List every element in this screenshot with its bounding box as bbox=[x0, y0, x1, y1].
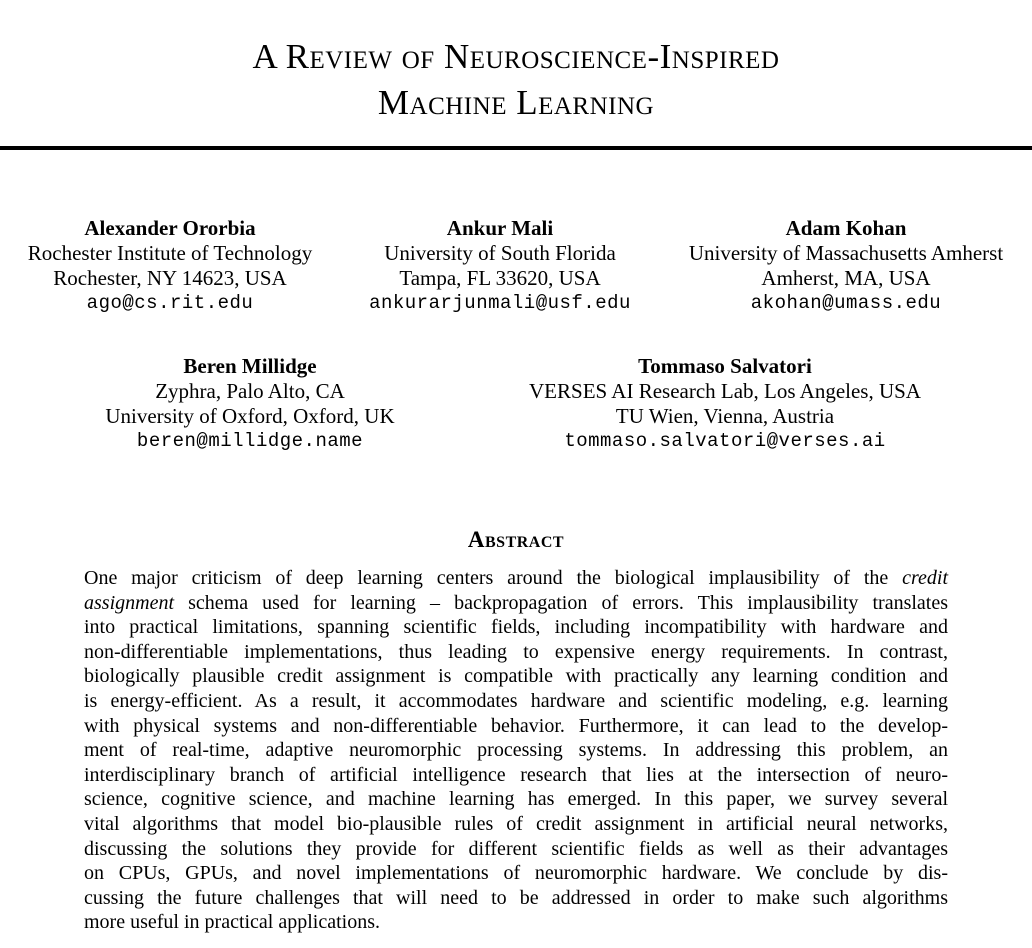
author-affiliation: University of South Florida bbox=[384, 241, 616, 265]
abstract-line: biologically plausible credit assignment is compatible with practically any learning condition and bbox=[84, 665, 948, 688]
author-location: Tampa, FL 33620, USA bbox=[399, 266, 601, 290]
author-email[interactable]: ankurarjunmali@usf.edu bbox=[369, 292, 631, 314]
author-location: TU Wien, Vienna, Austria bbox=[615, 404, 835, 428]
author-block-3 bbox=[660, 216, 1032, 316]
author-block-2 bbox=[340, 216, 660, 316]
title-rule bbox=[0, 146, 1032, 150]
author-email[interactable]: ago@cs.rit.edu bbox=[86, 292, 254, 314]
author-email[interactable]: akohan@umass.edu bbox=[750, 292, 942, 314]
author-name: Ankur Mali bbox=[446, 216, 554, 240]
author-block-1 bbox=[0, 216, 340, 316]
abstract-line: discussing the solutions they provide for different scientific fields as well as their advantages bbox=[84, 837, 948, 860]
abstract-line: vital algorithms that model bio-plausible rules of credit assignment in artificial neural networks, bbox=[84, 812, 948, 835]
author-block-5 bbox=[480, 354, 970, 454]
author-affiliation: VERSES AI Research Lab, Los Angeles, USA bbox=[529, 379, 921, 403]
italic-assignment: assignment bbox=[84, 591, 174, 614]
author-name: Adam Kohan bbox=[785, 216, 907, 240]
abstract-line: cussing the future challenges that will need to be addressed in order to make such algorithms bbox=[84, 886, 948, 909]
abstract-heading: Abstract bbox=[467, 527, 565, 552]
author-affiliation: University of Massachusetts Amherst bbox=[688, 241, 1004, 265]
author-email[interactable]: beren@millidge.name bbox=[136, 430, 364, 452]
abstract-line: on CPUs, GPUs, and novel implementations of neuromorphic hardware. We conclude by dis- bbox=[84, 862, 948, 885]
abstract-line: more useful in practical applications. bbox=[84, 911, 381, 934]
author-location: Amherst, MA, USA bbox=[761, 266, 931, 290]
title-line-2: Machine Learning bbox=[377, 83, 655, 122]
author-affiliation: Zyphra, Palo Alto, CA bbox=[155, 379, 345, 403]
author-location: University of Oxford, Oxford, UK bbox=[105, 404, 395, 428]
abstract-line: assignment schema used for learning – backpropagation of errors. This implausibility translates bbox=[84, 591, 949, 614]
abstract-line: science, cognitive science, and machine learning has emerged. In this paper, we survey several bbox=[84, 788, 948, 811]
abstract-line: into practical limitations, spanning scientific fields, including incompatibility with hardware and bbox=[84, 616, 948, 639]
author-location: Rochester, NY 14623, USA bbox=[53, 266, 287, 290]
italic-credit: credit bbox=[902, 567, 949, 589]
title-line-1: A Review of Neuroscience-Inspired bbox=[252, 37, 780, 76]
abstract-line: non-differentiable implementations, thus leading to expensive energy requirements. In contrast, bbox=[84, 640, 948, 663]
author-name: Beren Millidge bbox=[183, 354, 317, 378]
paper-title bbox=[0, 34, 1032, 126]
abstract-line: is energy-efficient. As a result, it accommodates hardware and scientific modeling, e.g. learning bbox=[84, 689, 948, 712]
abstract-line: One major criticism of deep learning centers around the biological implausibility of the credit bbox=[84, 567, 949, 589]
abstract-line: ment of real-time, adaptive neuromorphic processing systems. In addressing this problem, an bbox=[84, 739, 948, 762]
author-name: Tommaso Salvatori bbox=[638, 354, 812, 378]
author-affiliation: Rochester Institute of Technology bbox=[27, 241, 313, 265]
abstract-body bbox=[84, 566, 948, 935]
author-name: Alexander Ororbia bbox=[84, 216, 256, 240]
author-block-4 bbox=[80, 354, 420, 454]
abstract-line: interdisciplinary branch of artificial intelligence research that lies at the intersection of neuro- bbox=[84, 763, 948, 786]
author-email[interactable]: tommaso.salvatori@verses.ai bbox=[564, 430, 886, 452]
abstract-line: with physical systems and non-differentiable behavior. Furthermore, it can lead to the develop- bbox=[84, 714, 948, 737]
